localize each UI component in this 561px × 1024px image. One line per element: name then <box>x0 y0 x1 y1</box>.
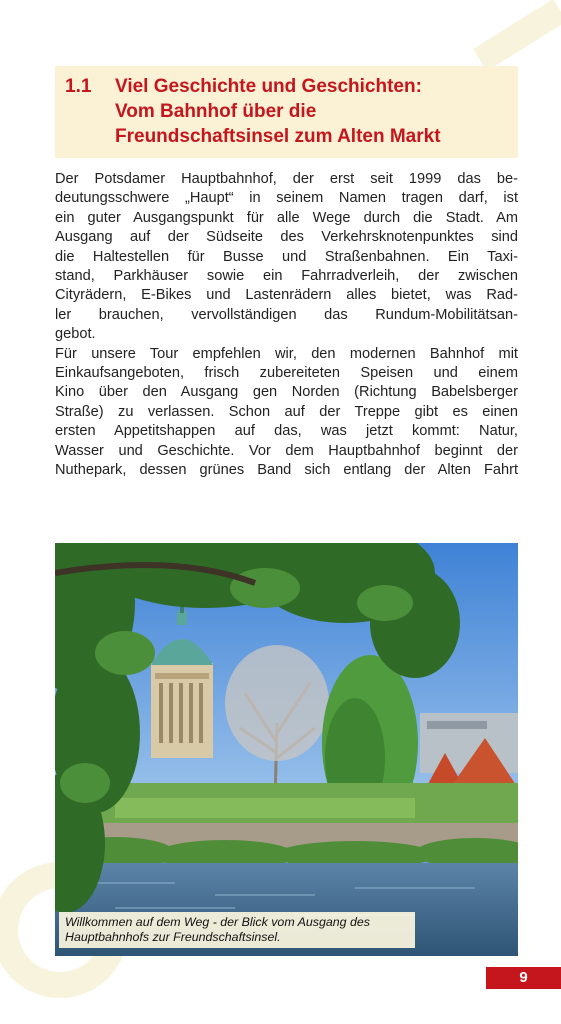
body-line: gebot. <box>55 326 96 343</box>
body-line: deutungsschwere „Haupt“ in seinem Namen tragen darf, ist <box>55 190 518 207</box>
body-line: Ausgang auf der Südseite des Verkehrsknotenpunktes sind <box>55 229 518 246</box>
photo-illustration <box>55 543 518 956</box>
body-line: ersten Appetitshappen auf das, was jetzt kommt: Natur, <box>55 423 518 440</box>
body-line: Für unsere Tour empfehlen wir, den modernen Bahnhof mit <box>55 345 518 362</box>
body-line: Straße) zu verlassen. Schon auf der Treppe gibt es einen <box>55 403 518 420</box>
section-number: 1.1 <box>65 76 92 97</box>
section-title-line: Freundschaftsinsel zum Alten Markt <box>115 126 441 147</box>
section-title <box>115 74 441 149</box>
body-line: Kino über den Ausgang gen Norden (Richtung Babelsberger <box>55 384 518 401</box>
body-line: Nuthepark, dessen grünes Band sich entlang der Alten Fahrt <box>55 462 518 479</box>
body-line: ein guter Ausgangspunkt für alle Wege durch die Stadt. Am <box>55 209 518 226</box>
body-line: ler brauchen, vervollständigen das Rundum-Mobilitätsan- <box>55 306 518 323</box>
section-heading <box>55 66 518 158</box>
body-line: stand, Parkhäuser sowie ein Fahrradverleih, der zwischen <box>55 268 518 285</box>
caption-line: Hauptbahnhofs zur Freundschaftsinsel. <box>65 930 281 944</box>
body-line: Cityrädern, E-Bikes und Lastenrädern alles bietet, was Rad- <box>55 287 518 304</box>
photo-potsdam-view <box>55 543 518 956</box>
caption-line: Willkommen auf dem Weg - der Blick vom Ausgang des <box>65 915 370 929</box>
body-line: die Haltestellen für Busse und Straßenbahnen. Ein Taxi- <box>55 248 518 265</box>
section-title-line: Vom Bahnhof über die <box>115 101 317 122</box>
body-line: Einkaufsangeboten, frisch zubereiteten Speisen und einem <box>55 365 518 382</box>
body-paragraphs <box>55 170 518 481</box>
section-title-line: Viel Geschichte und Geschichten: <box>115 76 422 97</box>
photo-caption <box>59 912 415 948</box>
body-line: Wasser und Geschichte. Vor dem Hauptbahnhof beginnt der <box>55 442 518 459</box>
page-number: 9 <box>486 967 561 989</box>
body-line: Der Potsdamer Hauptbahnhof, der erst seit 1999 das be- <box>55 171 518 187</box>
